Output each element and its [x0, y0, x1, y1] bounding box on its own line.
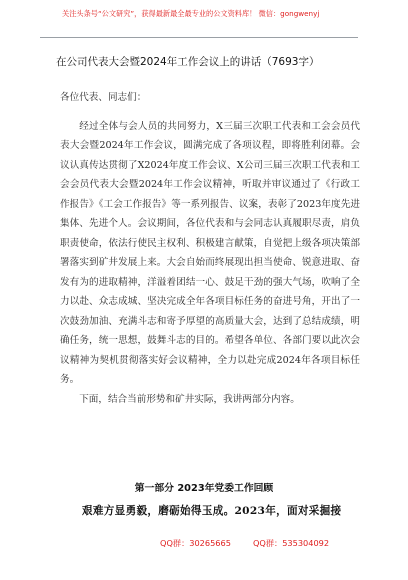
body-paragraph: 下面，结合当前形势和矿井实际，我讲两部分内容。	[79, 393, 300, 405]
footer-contacts	[160, 538, 329, 549]
document-body	[60, 88, 360, 409]
header-divider	[40, 37, 358, 38]
qq-group-1: QQ群：30265665	[160, 538, 231, 548]
bold-lead-paragraph: 艰难方显勇毅，磨砺始得玉成。2023年，面对采掘接	[82, 505, 342, 517]
qq-group-2: QQ群：535304092	[252, 538, 330, 548]
salutation: 各位代表、同志们：	[60, 92, 147, 103]
body-paragraph: 经过全体与会人员的共同努力，X三届三次职工代表和工会会员代表大会暨2024年工作会议，圆满完成了各项议程，即将胜利闭幕。会议认真传达贯彻了X2024年度工作会议、X公司三届三次职工代表和工会会员代表大会暨2024年工作会议精神，听取并审议通过了《行政工作报告》《工会工作报告》等一系列报告、议案，表彰了2023年度先进集体、先进个人。会议期间，各位代表和与会同志认真履职尽责，肩负职责使命，依法行使民主权利、积极建言献策，自觉把上级各项决策部署落实到矿井发展上来。大会自始而终展现出担当使命、锐意进取、奋发有为的进取精神，洋溢着团结一心、鼓足干劲的强大气场，吹响了全力以赴、众志成城、坚决完成全年各项目标任务的奋进号角，开出了一次鼓劲加油、充满斗志和寄予厚望的高质量大会，达到了总结成绩，明确任务，统一思想，鼓舞斗志的目的。希望各单位、各部门要以此次会议精神为契机贯彻落实好会议精神，全力以赴完成2024年各项目标任务。	[60, 120, 360, 385]
section-heading: 第一部分 2023年党委工作回顾	[134, 483, 274, 494]
promo-banner: 关注头条号“公文研究”，获得最新最全最专业的公文资料库！ 微信：gongwenyj	[62, 9, 320, 18]
document-title: 在公司代表大会暨2024年工作会议上的讲话（7693字）	[56, 56, 320, 68]
